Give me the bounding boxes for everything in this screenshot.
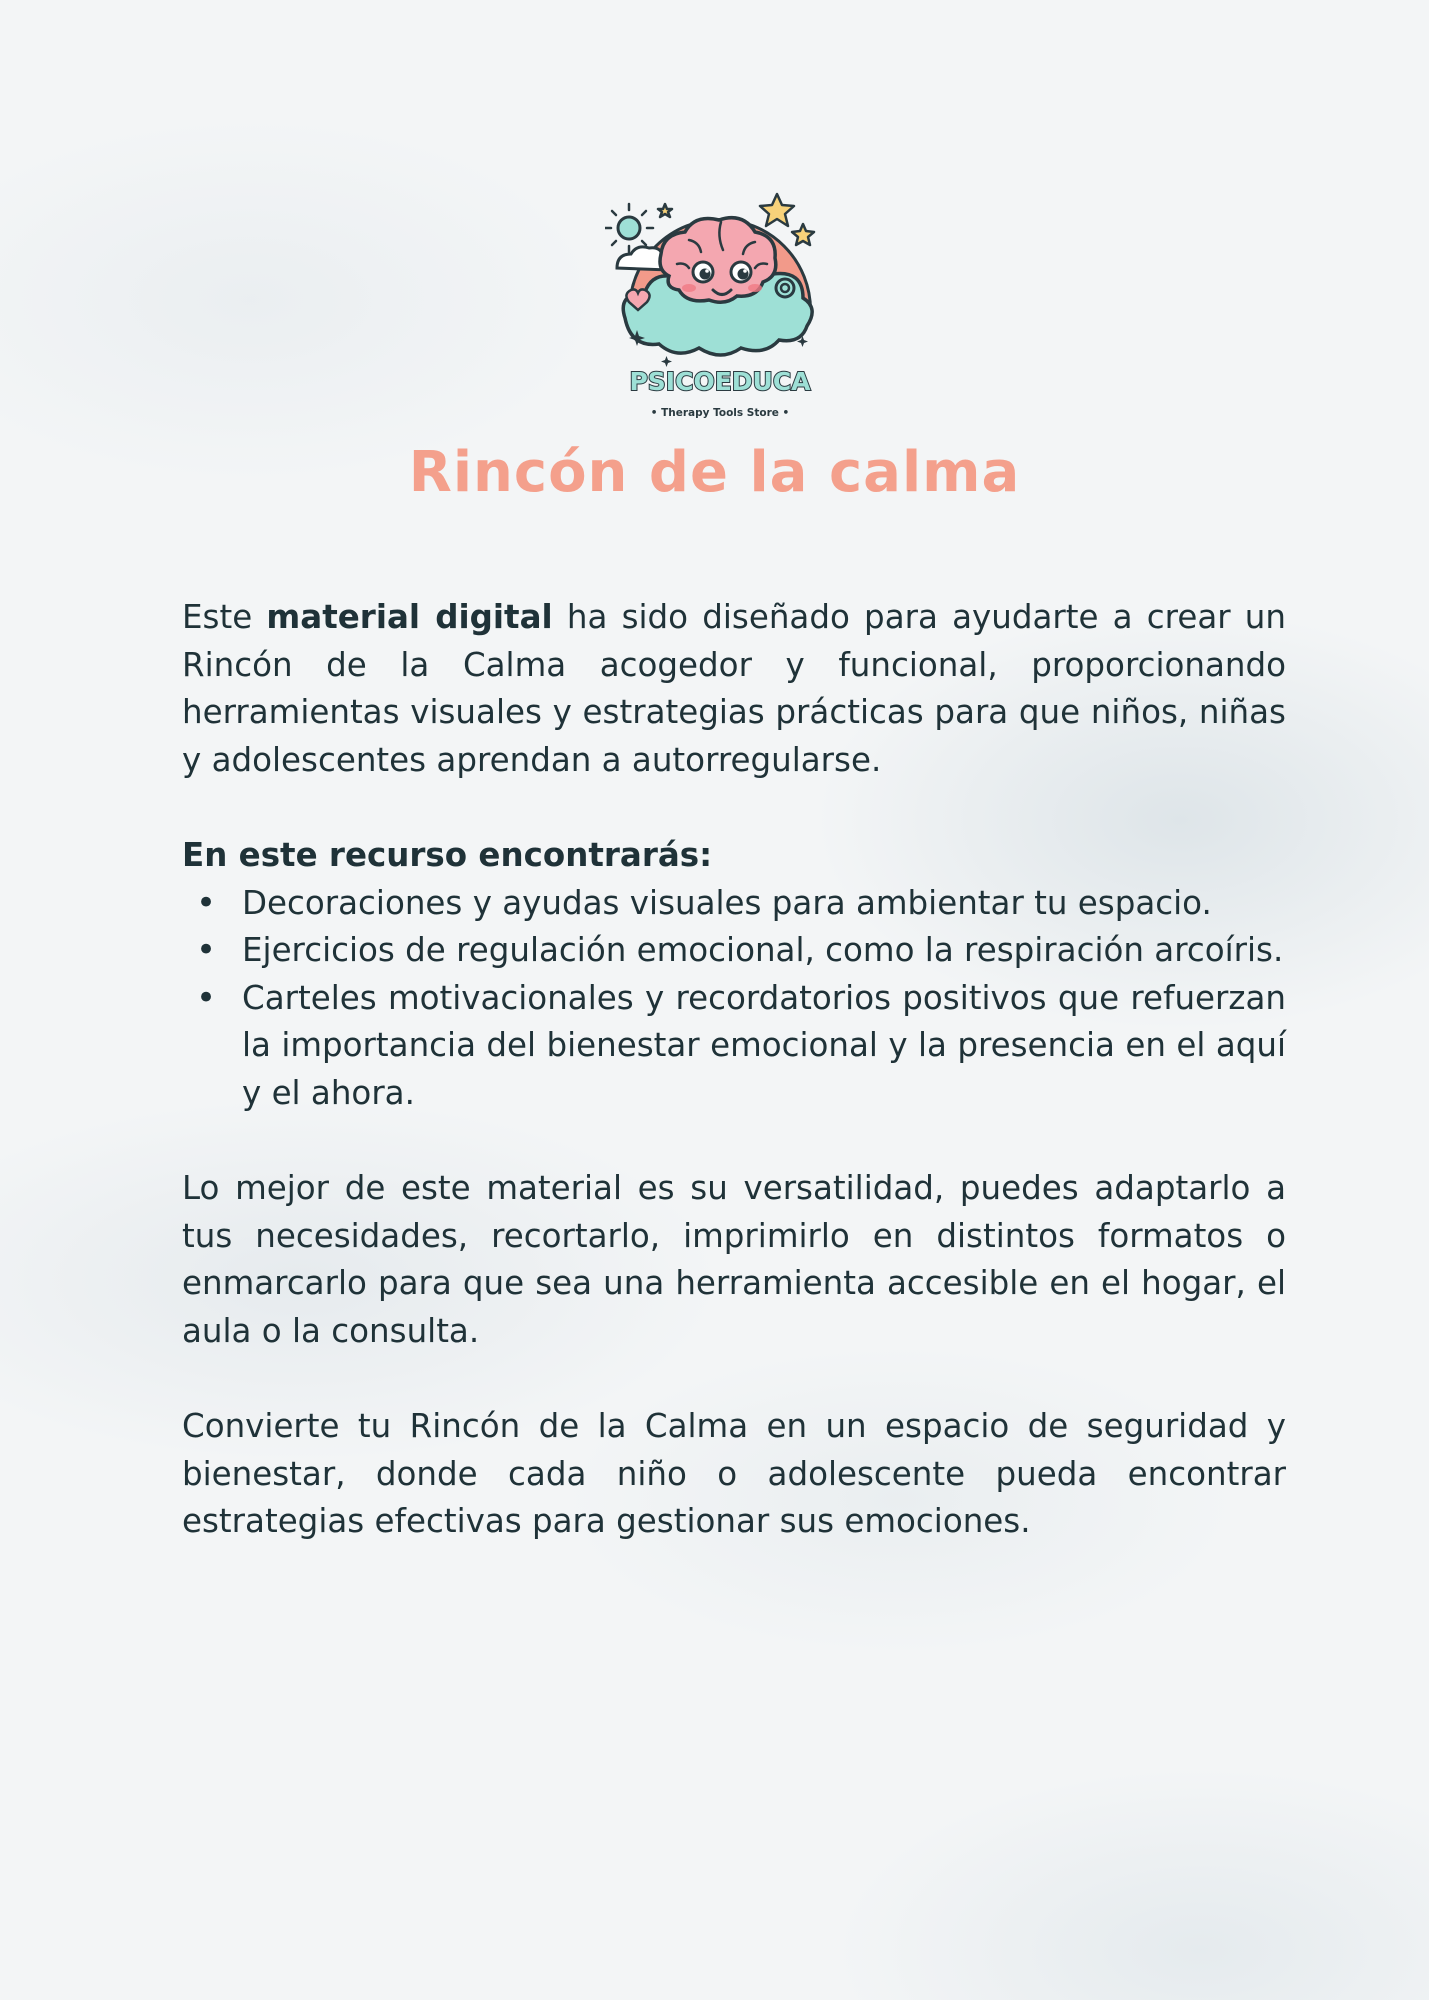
logo-tagline-text: • Therapy Tools Store • [650, 407, 790, 419]
versatility-paragraph: Lo mejor de este material es su versatilidad, puedes adaptarlo a tus necesidades, recortarlo, imprimirlo en distintos formatos o enmarcarlo para que sea una herramienta accesible en el hogar, el aula o la consulta. [182, 1169, 1286, 1350]
list-item: • Carteles motivacionales y recordatorios positivos que refuerzan la importancia del bienestar emocional y la presencia en el aquí y el ahora. [182, 975, 1286, 1118]
resources-list [182, 880, 1286, 1118]
closing-paragraph: Convierte tu Rincón de la Calma en un espacio de seguridad y bienestar, donde cada niño o adolescente pueda encontrar estrategias efectivas para gestionar sus emociones. [182, 1407, 1286, 1540]
list-item: • Ejercicios de regulación emocional, como la respiración arcoíris. [182, 927, 1286, 975]
intro-suffix: ha sido diseñado para ayudarte a crear un Rincón de la Calma acogedor y funcional, proporcionando herramientas visuales y estrategias prácticas para que niños, niñas y adolescentes aprendan a autorregularse. [182, 598, 1286, 779]
intro-prefix: Este [182, 598, 267, 636]
sun-icon [605, 204, 653, 252]
intro-paragraph [182, 594, 1286, 784]
page-title: Rincón de la calma [408, 440, 1021, 505]
intro-bold: material digital [266, 598, 553, 636]
logo-brand-text: PSICOEDUCA [629, 367, 811, 396]
psicoeduca-logo [605, 190, 835, 430]
main-content [182, 594, 1286, 1546]
list-item: • Decoraciones y ayudas visuales para ambientar tu espacio. [182, 880, 1286, 928]
resources-heading: En este recurso encontrarás: [182, 836, 713, 874]
